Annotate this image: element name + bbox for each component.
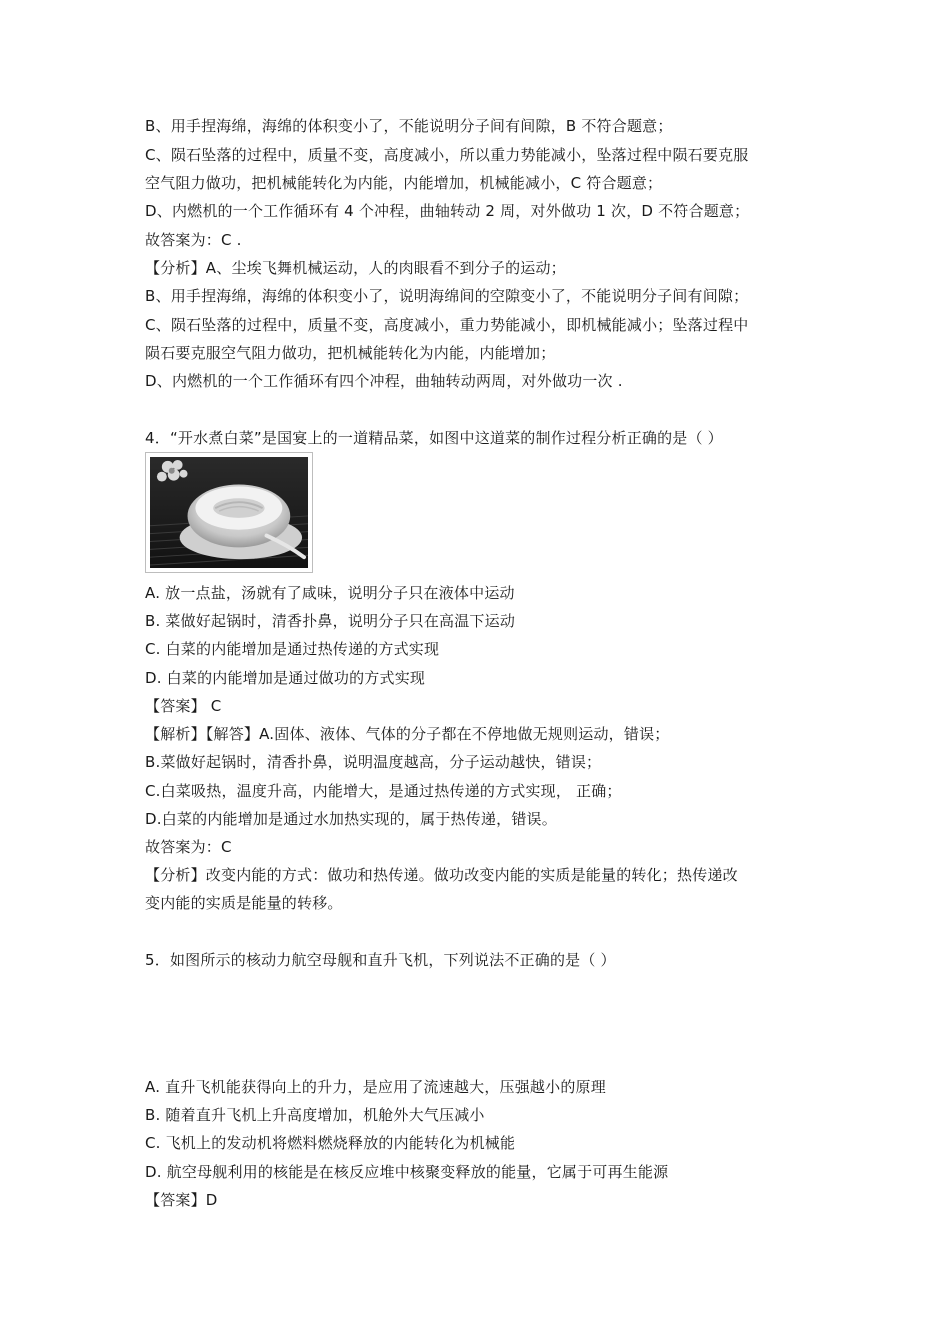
cabbage-dish-image [150, 457, 308, 568]
text-line: 空气阻力做功，把机械能转化为内能，内能增加，机械能减小，C 符合题意； [145, 174, 663, 192]
q4-explanation-line: 【解析】【解答】A.固体、液体、气体的分子都在不停地做无规则运动，错误； [145, 725, 670, 743]
q5-option-b: B. 随着直升飞机上升高度增加，机舱外大气压减小 [145, 1106, 485, 1124]
text-line: 陨石要克服空气阻力做功，把机械能转化为内能，内能增加； [145, 344, 556, 362]
q4-explanation-line: C.白菜吸热，温度升高，内能增大，是通过热传递的方式实现， 正确； [145, 782, 622, 800]
q4-analysis-line: 【分析】改变内能的方式：做功和热传递。做功改变内能的实质是能量的转化；热传递改 [145, 866, 738, 884]
q4-analysis-line: 变内能的实质是能量的转移。 [145, 894, 343, 912]
text-line: C、陨石坠落的过程中，质量不变，高度减小，所以重力势能减小，坠落过程中陨石要克服 [145, 146, 749, 164]
question-5-text: 5．如图所示的核动力航空母舰和直升飞机，下列说法不正确的是（ ） [145, 951, 616, 969]
q4-explanation-line: 故答案为：C [145, 838, 232, 856]
answer-line: 故答案为：C . [145, 231, 242, 249]
q5-option-a: A. 直升飞机能获得向上的升力，是应用了流速越大，压强越小的原理 [145, 1078, 606, 1096]
q5-answer: 【答案】D [145, 1191, 218, 1209]
text-line: B、用手捏海绵，海绵的体积变小了，说明海绵间的空隙变小了，不能说明分子间有间隙； [145, 287, 749, 305]
question-4-text: 4．“开水煮白菜”是国宴上的一道精品菜，如图中这道菜的制作过程分析正确的是（ ） [145, 429, 723, 447]
text-line: D、内燃机的一个工作循环有四个冲程，曲轴转动两周，对外做功一次 . [145, 372, 623, 390]
q4-explanation-line: D.白菜的内能增加是通过水加热实现的，属于热传递，错误。 [145, 810, 557, 828]
q5-option-d: D. 航空母舰利用的核能是在核反应堆中核聚变释放的能量，它属于可再生能源 [145, 1163, 669, 1181]
q4-answer: 【答案】 C [145, 697, 222, 715]
analysis-line: 【分析】A、尘埃飞舞机械运动，人的肉眼看不到分子的运动； [145, 259, 566, 277]
q4-option-b: B. 菜做好起锅时，清香扑鼻，说明分子只在高温下运动 [145, 612, 516, 630]
q4-option-a: A. 放一点盐，汤就有了咸味，说明分子只在液体中运动 [145, 584, 515, 602]
text-line: B、用手捏海绵，海绵的体积变小了，不能说明分子间有间隙，B 不符合题意； [145, 117, 673, 135]
q4-option-d: D. 白菜的内能增加是通过做功的方式实现 [145, 669, 426, 687]
text-line: C、陨石坠落的过程中，质量不变，高度减小，重力势能减小，即机械能减小；坠落过程中 [145, 316, 749, 334]
q4-option-c: C. 白菜的内能增加是通过热传递的方式实现 [145, 640, 440, 658]
q4-explanation-line: B.菜做好起锅时，清香扑鼻，说明温度越高，分子运动越快，错误； [145, 753, 602, 771]
cabbage-dish-photo [145, 452, 313, 573]
text-line: D、内燃机的一个工作循环有 4 个冲程，曲轴转动 2 周，对外做功 1 次，D 不符合题意； [145, 202, 750, 220]
q5-option-c: C. 飞机上的发动机将燃料燃烧释放的内能转化为机械能 [145, 1134, 516, 1152]
